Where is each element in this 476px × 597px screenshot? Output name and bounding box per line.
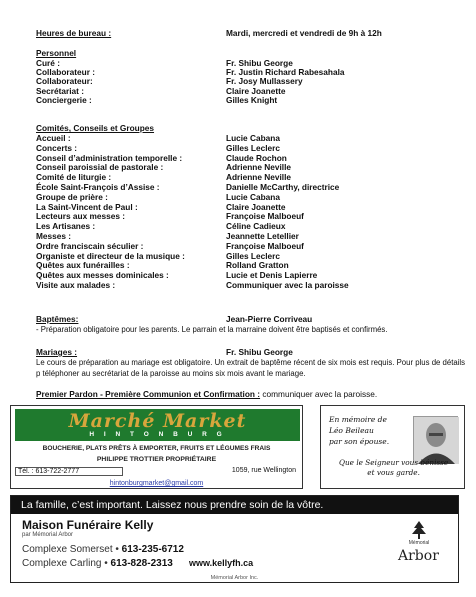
- premier-pardon-row: [36, 389, 377, 399]
- comite-label: Organiste et directeur de la musique :: [36, 250, 185, 261]
- comite-label: Conseil d’administration temporelle :: [36, 152, 183, 163]
- market-phone-text: Tél. : 613-722-2777: [18, 468, 80, 475]
- memorial-photo: [413, 416, 458, 463]
- comite-value: Lucie Cabana: [226, 133, 280, 143]
- tree-icon: [409, 520, 429, 540]
- personnel-value: Fr. Justin Richard Rabesahala: [226, 67, 345, 78]
- mariages-text-2: p téléphoner au secrétariat de la paroisse au moins six mois avant le mariage.: [36, 369, 306, 378]
- memory-line-1: En mémoire de: [329, 415, 387, 424]
- comite-label: Quêtes aux messes dominicales :: [36, 270, 169, 281]
- comite-label: La Saint-Vincent de Paul :: [36, 201, 138, 212]
- comite-label: École Saint-François d’Assise :: [36, 182, 160, 192]
- comite-label: Lecteurs aux messes :: [36, 211, 126, 222]
- comite-value: Lucie Cabana: [226, 191, 280, 202]
- somerset-phone: 613-235-6712: [121, 544, 184, 555]
- comite-value: Gilles Leclerc: [226, 142, 280, 153]
- funeral-parent: par Mémorial Arbor: [22, 532, 74, 538]
- personnel-label: Secrétariat :: [36, 85, 84, 96]
- comite-label: Ordre franciscain séculier :: [36, 240, 144, 251]
- comite-value: Lucie et Denis Lapierre: [226, 270, 318, 281]
- comite-value: Céline Cadieux: [226, 221, 286, 232]
- comites-heading: Comités, Conseils et Groupes: [36, 123, 155, 133]
- memory-blessing: [339, 458, 448, 478]
- market-phone: [15, 467, 123, 476]
- carling-label: Complexe Carling •: [22, 558, 111, 569]
- blessing-line-2: et vous garde.: [367, 468, 420, 477]
- comite-value: Adrienne Neville: [226, 162, 292, 173]
- memory-line-3: par son épouse.: [329, 437, 390, 446]
- office-hours-label: Heures de bureau :: [36, 28, 112, 38]
- personnel-value: Gilles Knight: [226, 94, 278, 105]
- ad-maison-funeraire-kelly[interactable]: [10, 495, 459, 583]
- mariages-label: Mariages :: [36, 347, 78, 357]
- comite-value: Communiquer avec la paroisse: [226, 280, 349, 290]
- personnel-value: Fr. Josy Mullassery: [226, 76, 303, 87]
- memory-line-2: Léo Beileau: [329, 426, 374, 435]
- funeral-banner: La famille, c’est important. Laissez nous prendre soin de la vôtre.: [11, 496, 458, 514]
- carling-phone: 613-828-2313: [110, 558, 173, 569]
- premier-pardon-text: communiquer avec la paroisse.: [260, 389, 378, 399]
- arbor-logo-small: Mémorial: [408, 540, 430, 546]
- comite-value: Claire Joanette: [226, 201, 286, 212]
- baptemes-value: Jean-Pierre Corriveau: [226, 314, 313, 324]
- comite-value: Françoise Malboeuf: [226, 240, 304, 251]
- office-hours-value: Mardi, mercredi et vendredi de 9h à 12h: [226, 28, 382, 38]
- personnel-label: Collaborateur:: [36, 76, 93, 87]
- funeral-name: Maison Funéraire Kelly: [22, 518, 154, 532]
- personnel-value: Fr. Shibu George: [226, 58, 293, 68]
- market-services: BOUCHERIE, PLATS PRÊTS À EMPORTER, FRUITS ET LÉGUMES FRAIS: [42, 445, 271, 452]
- mariages-value: Fr. Shibu George: [226, 347, 293, 357]
- comite-label: Les Artisanes :: [36, 221, 96, 232]
- comite-value: Jeannette Letellier: [226, 231, 299, 241]
- ad-in-memory: [320, 405, 465, 489]
- market-phone-box: [15, 467, 123, 476]
- baptemes-text: - Préparation obligatoire pour les parents. Le parrain et la marraine doivent être baptisés et confirmés.: [36, 325, 388, 334]
- funeral-somerset: [22, 544, 184, 555]
- funeral-footer: Mémorial Arbor Inc.: [210, 575, 259, 581]
- memory-text: [329, 414, 389, 447]
- comite-label: Conseil paroissial de pastorale :: [36, 162, 164, 173]
- personnel-label: Curé :: [36, 58, 60, 68]
- market-owner: PHILIPPE TROTTIER PROPRIÉTAIRE: [96, 456, 217, 463]
- comite-label: Comité de liturgie :: [36, 172, 112, 183]
- mariages-text-1: Le cours de préparation au mariage est obligatoire. Un extrait de baptême récent de six mois est requis. Pour plus de détails: [36, 358, 466, 367]
- comite-label: Concerts :: [36, 142, 78, 153]
- arbor-logo-text: Arbor: [398, 548, 439, 564]
- funeral-website-link[interactable]: www.kellyfh.ca: [189, 558, 254, 568]
- personnel-value: Claire Joanette: [226, 85, 286, 96]
- comite-value: Gilles Leclerc: [226, 250, 280, 261]
- market-banner: [15, 409, 300, 441]
- comite-label: Groupe de prière :: [36, 191, 108, 202]
- comite-value: Claude Rochon: [226, 152, 287, 163]
- funeral-carling: [22, 558, 173, 569]
- premier-pardon-label: Premier Pardon - Première Communion et Confirmation :: [36, 389, 261, 399]
- comite-label: Quêtes aux funérailles :: [36, 260, 130, 271]
- comite-value: Danielle McCarthy, directrice: [226, 182, 340, 192]
- personnel-heading: Personnel: [36, 48, 77, 58]
- personnel-label: Conciergerie :: [36, 94, 92, 105]
- ad-marche-market[interactable]: [10, 405, 303, 489]
- portrait-image: [414, 417, 459, 464]
- comite-label: Visite aux malades :: [36, 280, 116, 290]
- market-title: Marché Market: [68, 410, 247, 432]
- comite-value: Rolland Gratton: [226, 260, 289, 271]
- market-subtitle: H I N T O N B U R G: [89, 431, 226, 438]
- comite-value: Adrienne Neville: [226, 172, 292, 183]
- comite-value: Françoise Malboeuf: [226, 211, 304, 222]
- comite-label: Accueil :: [36, 133, 71, 143]
- blessing-line-1: Que le Seigneur vous bénisse: [339, 458, 449, 467]
- market-email-link[interactable]: hintonburgmarket@gmail.com: [109, 480, 204, 487]
- personnel-label: Collaborateur :: [36, 67, 96, 78]
- baptemes-label: Baptêmes:: [36, 314, 79, 324]
- somerset-label: Complexe Somerset •: [22, 544, 122, 555]
- market-address: 1059, rue Wellington: [231, 467, 296, 474]
- comite-label: Messes :: [36, 231, 72, 241]
